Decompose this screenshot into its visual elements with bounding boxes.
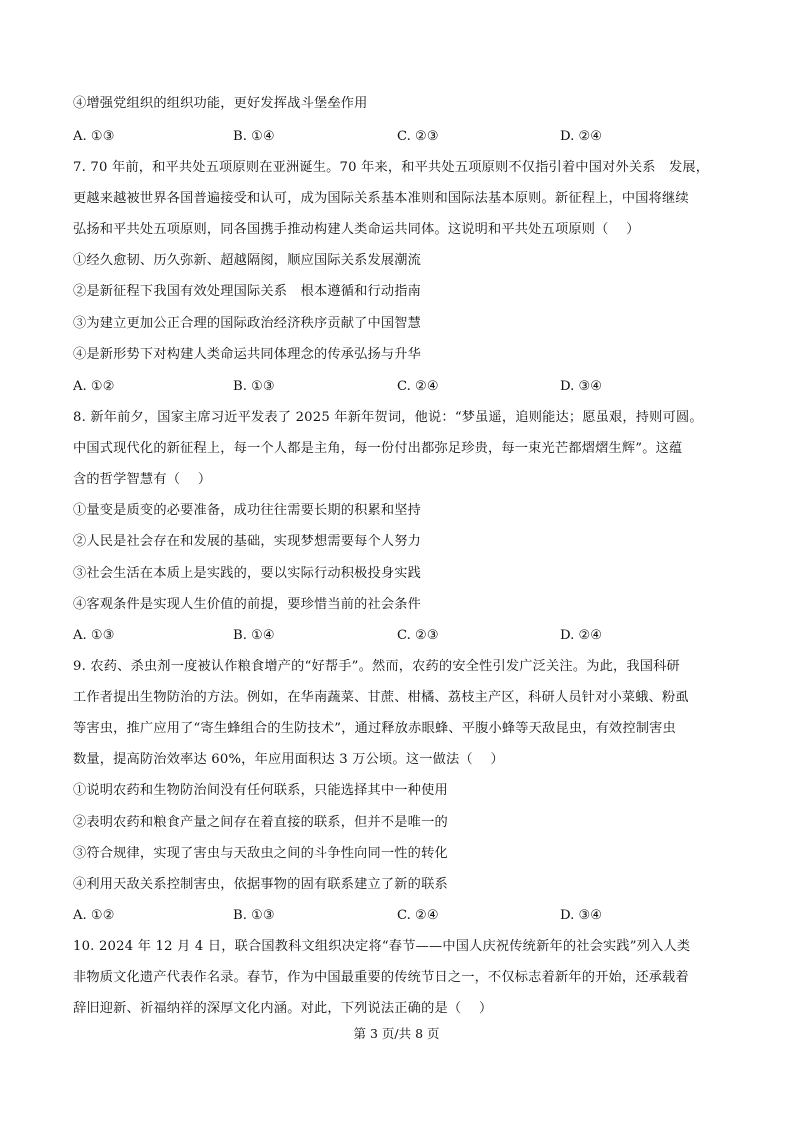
question-10-stem-line: 10. 2024 年 12 月 4 日，联合国教科文组织决定将“春节——中国人庆祝传统新年的社会实践”列入人类: [73, 939, 691, 954]
option-d: D. ②④: [560, 129, 603, 144]
question-9-stem-line: 9. 农药、杀虫剂一度被认作粮食增产的“好帮手”。然而，农药的安全性引发广泛关注。为此，我国科研: [73, 659, 680, 674]
question-7-item-3: ③为建立更加公正合理的国际政治经济秩序贡献了中国智慧: [73, 316, 422, 331]
question-9-item-1: ①说明农药和生物防治间没有任何联系，只能选择其中一种使用: [73, 783, 448, 798]
page-number-footer: 第 3 页/共 8 页: [353, 1026, 440, 1041]
question-8-item-3: ③社会生活在本质上是实践的，要以实际行动积极投身实践: [73, 566, 422, 581]
question-10-stem-line: 辞旧迎新、祈福纳祥的深厚文化内涵。对此，下列说法正确的是（ ）: [73, 1001, 493, 1016]
option-d: D. ③④: [560, 379, 603, 394]
question-7-item-4: ④是新形势下对构建人类命运共同体理念的传承弘扬与升华: [73, 347, 422, 362]
question-8-item-4: ④客观条件是实现人生价值的前提，要珍惜当前的社会条件: [73, 597, 422, 612]
option-a: A. ①②: [73, 908, 115, 923]
option-a: A. ①②: [73, 379, 115, 394]
question-8-item-2: ②人民是社会存在和发展的基础，实现梦想需要每个人努力: [73, 534, 422, 549]
option-c: C. ②④: [397, 908, 439, 923]
question-9-options: [73, 907, 723, 925]
question-6-options: [73, 128, 723, 146]
question-8-stem-line: 中国式现代化的新征程上，每一个人都是主角，每一份付出都弥足珍贵，每一束光芒都熠熠生辉”。这蕴: [73, 441, 683, 456]
option-d: D. ③④: [560, 908, 603, 923]
option-a: A. ①③: [73, 129, 115, 144]
question-9-stem-line: 数量，提高防治效率达 60%，年应用面积达 3 万公顷。这一做法（ ）: [73, 752, 504, 767]
option-b: B. ①③: [233, 908, 275, 923]
question-7-item-1: ①经久愈韧、历久弥新、超越隔阂，顺应国际关系发展潮流: [73, 253, 422, 268]
question-7-options: [73, 378, 723, 396]
option-a: A. ①③: [73, 628, 115, 643]
question-9-stem-line: 工作者提出生物防治的方法。例如，在华南蔬菜、甘蔗、柑橘、荔枝主产区，科研人员针对小菜蛾、粉虱: [73, 690, 689, 705]
question-10-stem-line: 非物质文化遗产代表作名录。春节，作为中国最重要的传统节日之一，不仅标志着新年的开始，还承载着: [73, 970, 689, 985]
question-7-stem-line: 更越来越被世界各国普遍接受和认可，成为国际关系基本准则和国际法基本原则。新征程上，中国将继续: [73, 191, 689, 206]
question-8-options: [73, 627, 723, 645]
question-9-stem-line: 等害虫，推广应用了“寄生蜂组合的生防技术”，通过释放赤眼蜂、平腹小蜂等天敌昆虫，有效控制害虫: [73, 721, 676, 736]
question-8-stem-line: 8. 新年前夕，国家主席习近平发表了 2025 年新年贺词，他说：“梦虽遥，追则能达；愿虽艰，持则可圆。: [73, 410, 703, 425]
option-b: B. ①③: [233, 379, 275, 394]
question-9-item-3: ③符合规律，实现了害虫与天敌虫之间的斗争性向同一性的转化: [73, 846, 448, 861]
option-c: C. ②④: [397, 379, 439, 394]
question-7-stem-line: 弘扬和平共处五项原则，同各国携手推动构建人类命运共同体。这说明和平共处五项原则（ ）: [73, 222, 640, 237]
question-8-stem-line: 含的哲学智慧有（ ）: [73, 472, 212, 487]
question-9-item-4: ④利用天敌关系控制害虫，依据事物的固有联系建立了新的联系: [73, 877, 448, 892]
question-7-item-2: ②是新征程下我国有效处理国际关系 根本遵循和行动指南: [73, 284, 422, 299]
option-c: C. ②③: [397, 628, 439, 643]
question-8-item-1: ①量变是质变的必要准备，成功往往需要长期的积累和坚持: [73, 503, 422, 518]
question-7-stem-line: 7. 70 年前，和平共处五项原则在亚洲诞生。70 年来，和平共处五项原则不仅指引着中国对外关系 发展，: [73, 160, 710, 175]
question-6-item-4: ④增强党组织的组织功能，更好发挥战斗堡垒作用: [73, 96, 368, 111]
option-b: B. ①④: [233, 129, 275, 144]
option-b: B. ①④: [233, 628, 275, 643]
option-d: D. ②④: [560, 628, 603, 643]
question-9-item-2: ②表明农药和粮食产量之间存在着直接的联系，但并不是唯一的: [73, 815, 448, 830]
option-c: C. ②③: [397, 129, 439, 144]
